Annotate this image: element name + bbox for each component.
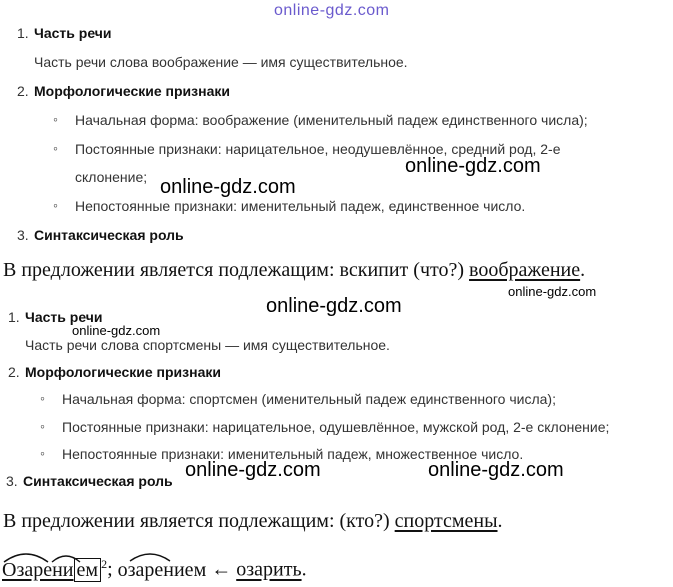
watermark: online-gdz.com	[405, 155, 541, 177]
item-number: 2.	[17, 83, 29, 99]
word-analysis-line	[2, 557, 307, 582]
sentence-subject-word: спортсмены	[394, 510, 498, 532]
analysis-word-2-text: озарением	[117, 558, 207, 581]
watermark: online-gdz.com	[72, 323, 161, 338]
sentence-prefix: В предложении является подлежащим: (кто?)	[3, 510, 395, 532]
analysis-word-3: озарить	[236, 558, 302, 581]
heading-syntax-role: Синтаксическая роль	[34, 227, 184, 243]
analysis-word-2	[118, 559, 207, 582]
derivation-arrow: ←	[206, 558, 237, 581]
morph-bullet: ◦ Непостоянные признаки: именительный падеж, множественное число.	[62, 446, 523, 462]
syntax-sentence	[3, 510, 503, 533]
heading-part-of-speech: Часть речи	[25, 309, 103, 325]
analysis-end: .	[301, 558, 307, 581]
morph-bullet-continuation: склонение;	[75, 169, 148, 185]
sentence-prefix: В предложении является подлежащим: вскипит (что?)	[3, 259, 470, 281]
separator: ;	[107, 558, 118, 581]
heading-part-of-speech: Часть речи	[34, 25, 112, 41]
part-of-speech-text: Часть речи слова спортсмены — имя существительное.	[25, 337, 390, 353]
morph-bullet: ◦ Постоянные признаки: нарицательное, неодушевлённое, средний род, 2-е	[75, 141, 560, 157]
morph-bullet: ◦ Начальная форма: спортсмен (именительный падеж единственного числа);	[62, 391, 556, 407]
item-number: 1.	[17, 25, 29, 41]
root-arc-icon	[0, 550, 110, 564]
watermark: online-gdz.com	[185, 459, 321, 481]
root-arc-icon	[128, 551, 188, 563]
item-number: 2.	[8, 364, 20, 380]
heading-syntax-role: Синтаксическая роль	[23, 473, 173, 489]
heading-morphology: Морфологические признаки	[25, 364, 221, 380]
item-number: 1.	[8, 309, 20, 325]
syntax-sentence	[3, 259, 585, 282]
heading-morphology: Морфологические признаки	[34, 83, 230, 99]
word-ending: ем	[74, 558, 102, 582]
watermark: online-gdz.com	[160, 176, 296, 198]
watermark: online-gdz.com	[508, 284, 597, 299]
morph-bullet: ◦ Постоянные признаки: нарицательное, одушевлённое, мужской род, 2-е склонение;	[62, 419, 609, 435]
watermark: online-gdz.com	[428, 459, 564, 481]
part-of-speech-text: Часть речи слова воображение — имя существительное.	[34, 54, 408, 70]
watermark: online-gdz.com	[266, 295, 402, 317]
sentence-suffix: .	[497, 510, 503, 532]
morph-bullet: ◦ Начальная форма: воображение (именительный падеж единственного числа);	[75, 112, 588, 128]
morph-bullet: ◦ Непостоянные признаки: именительный падеж, единственное число.	[75, 198, 525, 214]
watermark-top: online-gdz.com	[274, 2, 390, 19]
item-number: 3.	[17, 227, 29, 243]
item-number: 3.	[6, 473, 18, 489]
sentence-subject-word: воображение	[469, 259, 581, 281]
word-stem: Озарени	[2, 558, 74, 581]
word-with-morphemes	[2, 559, 101, 582]
superscript-index: 2	[101, 557, 108, 571]
sentence-suffix: .	[580, 259, 586, 281]
